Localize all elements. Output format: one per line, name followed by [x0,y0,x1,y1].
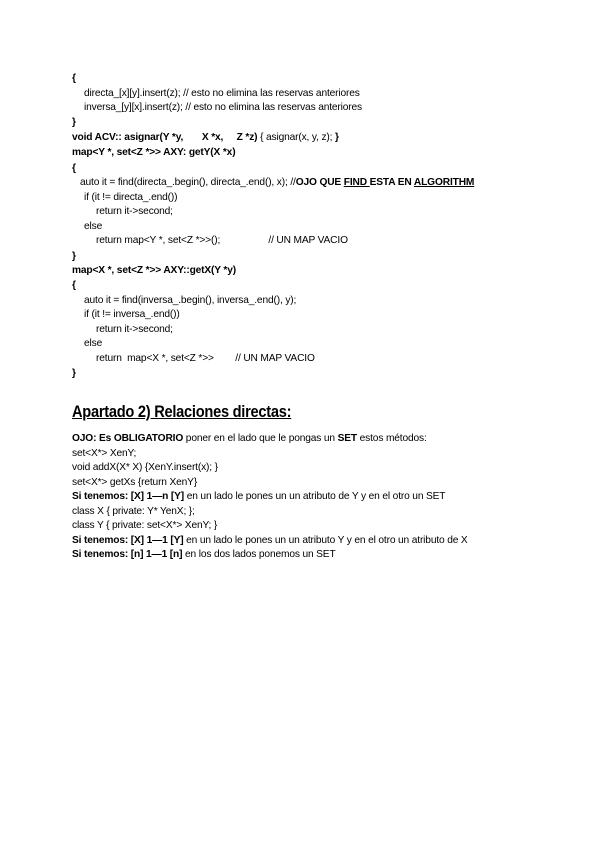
code-fragment: OJO QUE [295,177,344,188]
code-line [80,176,474,189]
code-line: auto it = find(inversa_.begin(), inversa_.end(), y); [84,295,297,306]
text-fragment: OJO: Es OBLIGATORIO [72,433,184,444]
text-line: void addX(X* X) {XenY.insert(x); } [72,462,218,473]
code-fragment: FIND [343,177,370,188]
text-line [72,432,427,445]
code-line: } [72,117,76,128]
code-line: return it->second; [96,324,173,335]
code-fragment: ALGORITHM [413,177,475,188]
text-fragment: estos métodos: [356,433,427,444]
text-fragment: Si tenemos: [n] 1—1 [n] [72,549,183,560]
code-line: } [72,368,76,379]
text-line: set<X*> XenY; [72,448,137,459]
text-line [72,548,336,561]
text-fragment: poner en el lado que le pongas un [183,433,338,444]
code-line: else [84,221,103,232]
text-fragment: en un lado le pones un un atributo Y y en el otro un atributo de X [183,535,468,546]
code-fragment: { asignar(x, y, z); [257,132,336,143]
code-fragment: void ACV:: asignar(Y *y, X *x, Z *z) [72,132,258,143]
code-fragment: auto it = find(directa_.begin(), directa_.end(), x); // [80,177,296,188]
code-line: else [84,338,103,349]
section-heading: Apartado 2) Relaciones directas: [72,402,292,421]
text-line: class X { private: Y* YenX; }; [72,506,195,517]
code-line: if (it != inversa_.end()) [84,309,180,320]
code-line: { [72,73,76,84]
code-fragment: ESTA EN [369,177,414,188]
code-fragment: } [335,132,339,143]
code-line [72,131,339,144]
code-line: if (it != directa_.end()) [84,192,178,203]
code-line: return map<X *, set<Z *>> // UN MAP VACIO [96,353,315,364]
text-line [72,490,445,503]
text-line: class Y { private: set<X*> XenY; } [72,520,218,531]
code-line: directa_[x][y].insert(z); // esto no elimina las reservas anteriores [84,88,360,99]
text-line [72,534,468,547]
text-fragment: en los dos lados ponemos un SET [182,549,336,560]
code-line: { [72,280,76,291]
text-fragment: Si tenemos: [X] 1—n [Y] [72,491,185,502]
text-fragment: Si tenemos: [X] 1—1 [Y] [72,535,184,546]
code-line: inversa_[y][x].insert(z); // esto no elimina las reservas anteriores [84,102,362,113]
code-line: return it->second; [96,206,173,217]
text-fragment: en un lado le pones un un atributo de Y y en el otro un SET [184,491,446,502]
code-line: } [72,251,76,262]
text-line: set<X*> getXs {return XenY} [72,477,198,488]
code-line: { [72,163,76,174]
code-line: map<Y *, set<Z *>> AXY: getY(X *x) [72,147,236,158]
code-line: map<X *, set<Z *>> AXY::getX(Y *y) [72,265,236,276]
text-fragment: SET [337,433,357,444]
code-line: return map<Y *, set<Z *>>(); // UN MAP VACIO [96,235,348,246]
